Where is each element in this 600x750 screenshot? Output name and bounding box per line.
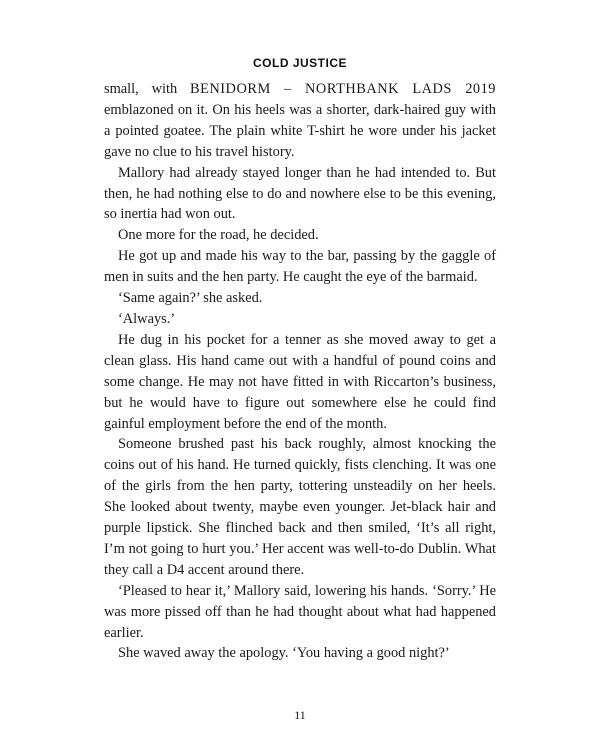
paragraph-4: He got up and made his way to the bar, passing by the gaggle of men in suits and the hen party. He caught the eye of the barmaid.	[104, 248, 496, 286]
paragraph-9: ‘Pleased to hear it,’ Mallory said, lowering his hands. ‘Sorry.’ He was more pissed off than he had thought about what had happened earlier.	[104, 582, 496, 641]
paragraph-8: Someone brushed past his back roughly, almost knocking the coins out of his hand. He turned quickly, fists clenching. It was one of the girls from the hen party, tottering unsteadily on her heels. She looked about twenty, maybe even younger. Jet-black hair and purple lipstick. She flinched back and then smiled, ‘It’s all right, I’m not going to hurt you.’ Her accent was well-to-do Dublin. What they call a D4 accent around there.	[104, 436, 496, 578]
paragraph-1-post: emblazoned on it. On his heels was a shorter, dark-haired guy with a pointed goatee. The plain white T-shirt he wore under his jacket gave no clue to his travel history.	[104, 101, 496, 160]
body-text	[104, 79, 496, 664]
paragraph-7: He dug in his pocket for a tenner as she moved away to get a clean glass. His hand came out with a handful of pound coins and some change. He may not have fitted in with Riccarton’s business, but he would have to figure out somewhere else he could find gainful employment before the end of the month.	[104, 331, 496, 432]
running-head: COLD JUSTICE	[252, 56, 347, 70]
paragraph-1	[104, 79, 496, 163]
page-number: 11	[294, 708, 306, 722]
paragraph-3: One more for the road, he decided.	[118, 227, 319, 244]
paragraph-5: ‘Same again?’ she asked.	[118, 290, 263, 307]
paragraph-1-pre: small, with	[104, 81, 190, 97]
paragraph-10: She waved away the apology. ‘You having a good night?’	[118, 645, 450, 662]
tshirt-slogan: BENIDORM – NORTHBANK LADS 2019	[189, 81, 496, 97]
paragraph-6: ‘Always.’	[118, 310, 176, 327]
paragraph-2: Mallory had already stayed longer than he had intended to. But then, he had nothing else to do and nowhere else to be this evening, so inertia had won out.	[104, 164, 496, 223]
